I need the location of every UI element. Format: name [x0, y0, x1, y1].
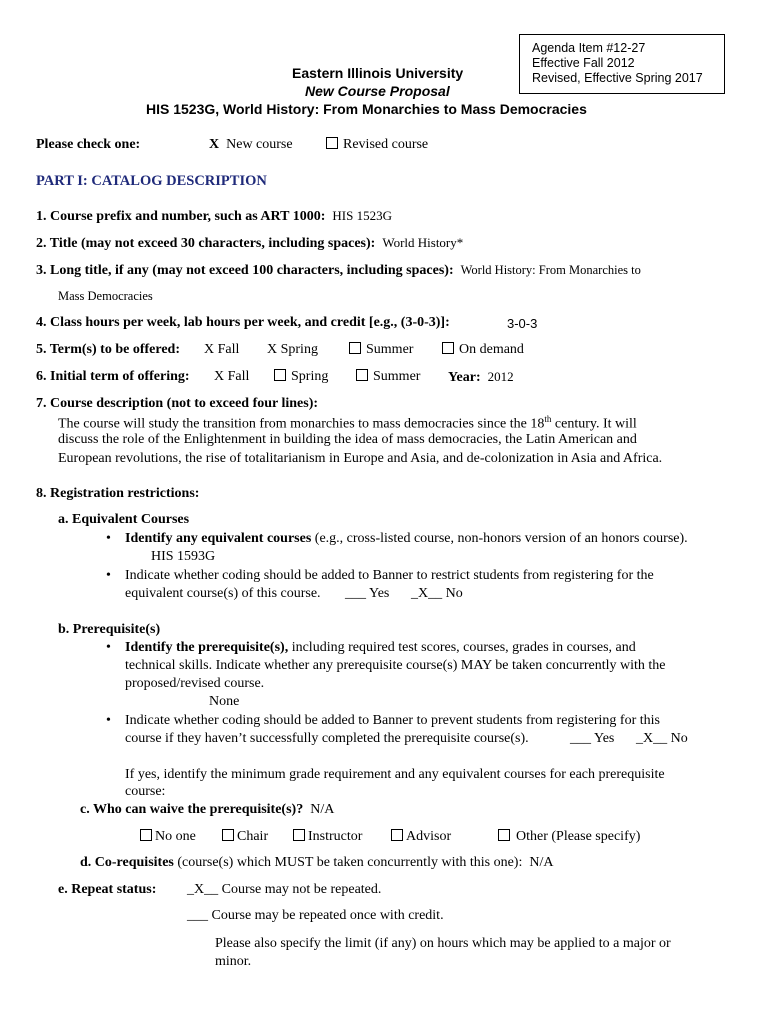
q7-desc-line1a: The course will study the transition from monarchies to mass democracies since the 18	[58, 416, 545, 432]
waive-none-checkbox[interactable]	[140, 829, 152, 841]
q1-label: 1. Course prefix and number, such as ART 1000:	[36, 209, 326, 224]
revised-course-label: Revised course	[343, 137, 429, 152]
section-a-yes[interactable]: ___ Yes	[345, 586, 390, 601]
new-course-mark: X	[209, 137, 220, 152]
section-a-label: a. Equivalent Courses	[58, 512, 190, 527]
q1-value: HIS 1523G	[332, 208, 392, 223]
q7-desc-line2: discuss the role of the Enlightenment in building the idea of mass democracies, the Latin American and	[58, 432, 637, 447]
bullet-icon: •	[106, 640, 111, 655]
q6-year	[448, 369, 514, 386]
section-b-b1-bold: Identify the prerequisite(s),	[125, 640, 289, 655]
waive-none-option[interactable]	[140, 829, 196, 845]
q2-value: World History*	[382, 235, 464, 250]
section-a-b1	[125, 531, 688, 547]
university-name: Eastern Illinois University	[292, 65, 464, 81]
waive-none-label: No one	[155, 829, 196, 844]
waive-advisor-option[interactable]	[391, 829, 451, 845]
q6-summer-checkbox[interactable]	[356, 369, 368, 381]
q7-desc-line3: European revolutions, the rise of totalitarianism in Europe and Asia, and de-colonization in Asia and Africa.	[58, 451, 663, 466]
section-d-value: N/A	[529, 855, 554, 870]
new-course-label: New course	[226, 137, 293, 152]
waive-chair-label: Chair	[237, 829, 269, 844]
section-b-b1	[125, 640, 636, 656]
q7-desc-line1	[58, 414, 637, 433]
q6-year-value: 2012	[487, 369, 514, 384]
q2-label: 2. Title (may not exceed 30 characters, including spaces):	[36, 236, 376, 251]
section-a-no[interactable]: _X__ No	[411, 586, 463, 601]
section-a-b2-line1: Indicate whether coding should be added to Banner to restrict students from registering for the	[125, 568, 654, 583]
section-b-b1-line3: proposed/revised course.	[125, 676, 265, 691]
q5-spring[interactable]: X Spring	[267, 342, 318, 357]
section-a-b1-bold: Identify any equivalent courses	[125, 531, 312, 546]
q6-fall[interactable]: X Fall	[214, 369, 250, 384]
q7-desc-line1b: century. It will	[551, 416, 637, 432]
q3-value-cont: Mass Democracies	[58, 289, 153, 303]
section-d-row	[80, 855, 553, 871]
q3-row	[36, 263, 641, 279]
repeat-note-line2: minor.	[215, 954, 252, 969]
q1-row	[36, 208, 392, 225]
section-a-b2-line2: equivalent course(s) of this course.	[125, 586, 321, 601]
q5-summer-checkbox[interactable]	[349, 342, 361, 354]
section-b-b2-line1: Indicate whether coding should be added to Banner to prevent students from registering for this	[125, 713, 660, 728]
section-a-b1-rest: (e.g., cross-listed course, non-honors version of an honors course).	[311, 531, 688, 546]
q5-summer-label: Summer	[366, 342, 414, 357]
section-c-label: c. Who can waive the prerequisite(s)?	[80, 802, 304, 817]
q6-spring-checkbox[interactable]	[274, 369, 286, 381]
waive-instructor-label: Instructor	[308, 829, 363, 844]
q4-label: 4. Class hours per week, lab hours per week, and credit [e.g., (3-0-3)]:	[36, 315, 450, 330]
revised-course-checkbox[interactable]	[326, 137, 338, 149]
q5-fall[interactable]: X Fall	[204, 342, 240, 357]
q5-label: 5. Term(s) to be offered:	[36, 342, 180, 357]
q5-summer-option[interactable]	[349, 342, 413, 358]
section-d-rest: (course(s) which MUST be taken concurrently with this one):	[173, 855, 523, 870]
waive-chair-option[interactable]	[222, 829, 268, 845]
section-b-ifyes-line1: If yes, identify the minimum grade requirement and any equivalent courses for each prerequisite	[125, 767, 665, 782]
section-b-b1-line2: technical skills. Indicate whether any prerequisite course(s) MAY be taken concurrently with the	[125, 658, 666, 673]
q5-demand-label: On demand	[459, 342, 524, 357]
bullet-icon: •	[106, 568, 111, 583]
waive-instructor-checkbox[interactable]	[293, 829, 305, 841]
q5-demand-checkbox[interactable]	[442, 342, 454, 354]
waive-other-option[interactable]	[498, 829, 640, 845]
waive-chair-checkbox[interactable]	[222, 829, 234, 841]
section-c-row	[80, 802, 334, 818]
section-b-label: b. Prerequisite(s)	[58, 622, 161, 637]
q6-summer-label: Summer	[373, 369, 421, 384]
waive-advisor-checkbox[interactable]	[391, 829, 403, 841]
waive-other-checkbox[interactable]	[498, 829, 510, 841]
section-a-b1-value: HIS 1593G	[151, 549, 216, 564]
agenda-item: Agenda Item #12-27	[532, 41, 646, 55]
agenda-effective: Effective Fall 2012	[532, 56, 635, 70]
agenda-revised: Revised, Effective Spring 2017	[532, 71, 703, 85]
q6-label: 6. Initial term of offering:	[36, 369, 190, 384]
waive-instructor-option[interactable]	[293, 829, 362, 845]
section-e-label: e. Repeat status:	[58, 882, 157, 897]
check-one-label: Please check one:	[36, 137, 141, 152]
q4-value: 3-0-3	[507, 316, 538, 331]
revised-course-option[interactable]	[326, 137, 428, 153]
section-c-value: N/A	[310, 802, 335, 817]
section-b-yes[interactable]: ___ Yes	[570, 731, 615, 746]
repeat-once-option[interactable]: ___ Course may be repeated once with credit.	[187, 908, 444, 923]
q6-year-label: Year:	[448, 370, 481, 385]
q6-spring-label: Spring	[291, 369, 329, 384]
proposal-type: New Course Proposal	[305, 83, 450, 99]
section-d-label: d. Co-requisites	[80, 855, 174, 870]
q6-spring-option[interactable]	[274, 369, 328, 385]
section-b-no[interactable]: _X__ No	[636, 731, 688, 746]
bullet-icon: •	[106, 713, 111, 728]
q7-desc-sup: th	[544, 414, 552, 424]
bullet-icon: •	[106, 531, 111, 546]
section-b-b1-rest: including required test scores, courses, grades in courses, and	[288, 640, 636, 655]
repeat-not-option[interactable]: _X__ Course may not be repeated.	[187, 882, 382, 897]
q7-label: 7. Course description (not to exceed four lines):	[36, 396, 319, 411]
q8-label: 8. Registration restrictions:	[36, 486, 200, 501]
waive-other-label: Other (Please specify)	[516, 829, 641, 844]
section-b-ifyes-line2: course:	[125, 784, 166, 799]
agenda-box	[519, 34, 725, 94]
q3-value: World History: From Monarchies to	[460, 263, 641, 277]
new-course-option[interactable]	[209, 137, 293, 153]
q3-label: 3. Long title, if any (may not exceed 100 characters, including spaces):	[36, 263, 454, 278]
section-b-b1-value: None	[209, 694, 240, 709]
waive-advisor-label: Advisor	[406, 829, 452, 844]
part1-heading: PART I: CATALOG DESCRIPTION	[36, 173, 267, 189]
course-title-heading: HIS 1523G, World History: From Monarchies to Mass Democracies	[146, 101, 587, 117]
q5-demand-option[interactable]	[442, 342, 524, 358]
section-b-b2-line2: course if they haven’t successfully completed the prerequisite course(s).	[125, 731, 529, 746]
q6-summer-option[interactable]	[356, 369, 420, 385]
q2-row	[36, 235, 463, 252]
q4-row	[36, 315, 450, 331]
repeat-note-line1: Please also specify the limit (if any) on hours which may be applied to a major or	[215, 936, 671, 951]
